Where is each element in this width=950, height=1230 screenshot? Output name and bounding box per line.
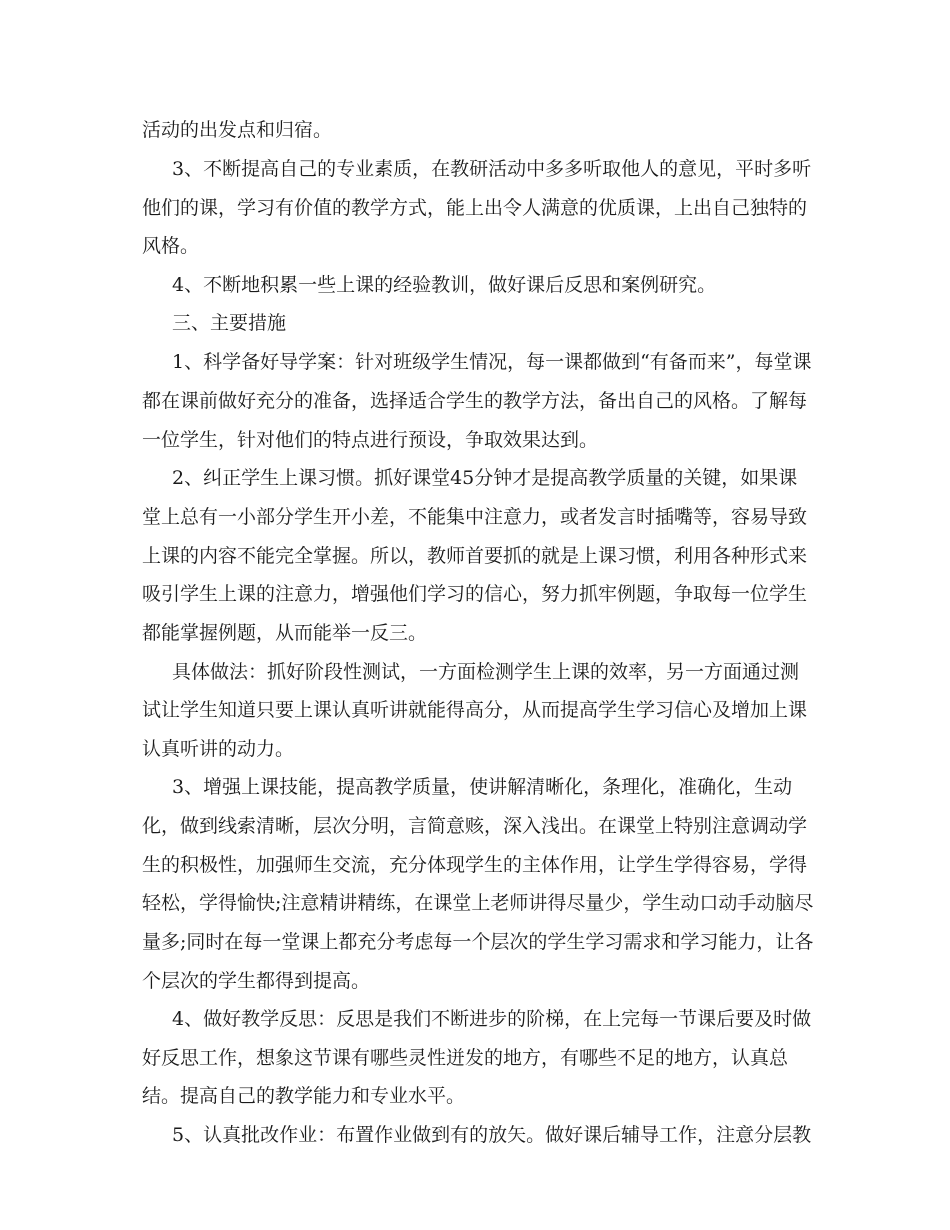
text-line: 都能掌握例题，从而能举一反三。: [142, 622, 428, 644]
text-line: 4、做好教学反思：反思是我们不断进步的阶梯，在上完每一节课后要及时做: [172, 1008, 812, 1030]
text-line: 他们的课，学习有价值的教学方式，能上出令人满意的优质课，上出自己独特的: [142, 197, 808, 219]
text-line: 上课的内容不能完全掌握。所以，教师首要抓的就是上课习惯，利用各种形式来: [142, 545, 808, 567]
text-line: 具体做法：抓好阶段性测试，一方面检测学生上课的效率，另一方面通过测: [172, 661, 800, 683]
text-line: 活动的出发点和归宿。: [142, 119, 333, 141]
text-line: 都在课前做好充分的准备，选择适合学生的教学方法，备出自己的风格。了解每: [142, 390, 808, 412]
text-line: 化，做到线索清晰，层次分明，言简意赅，深入浅出。在课堂上特别注意调动学: [142, 815, 808, 837]
text-line: 量多;同时在每一堂课上都充分考虑每一个层次的学生学习需求和学习能力，让各: [142, 931, 814, 953]
text-line: 生的积极性，加强师生交流，充分体现学生的主体作用，让学生学得容易，学得: [142, 854, 808, 876]
text-line: 3、不断提高自己的专业素质，在教研活动中多多听取他人的意见，平时多听: [172, 158, 812, 180]
text-line: 试让学生知道只要上课认真听讲就能得高分，从而提高学生学习信心及增加上课: [142, 699, 808, 721]
text-line: 2、纠正学生上课习惯。抓好课堂45分钟才是提高教学质量的关键，如果课: [172, 467, 798, 489]
text-line: 好反思工作，想象这节课有哪些灵性迸发的地方，有哪些不足的地方，认真总: [142, 1047, 789, 1069]
text-line: 个层次的学生都得到提高。: [142, 970, 371, 992]
text-line: 1、科学备好导学案：针对班级学生情况，每一课都做到“有备而来”，每堂课: [172, 351, 812, 373]
text-line: 认真听讲的动力。: [142, 738, 295, 760]
text-line: 轻松，学得愉快;注意精讲精练，在课堂上老师讲得尽量少，学生动口动手动脑尽: [142, 892, 814, 914]
text-line: 5、认真批改作业：布置作业做到有的放矢。做好课后辅导工作，注意分层教: [172, 1124, 812, 1146]
text-line: 堂上总有一小部分学生开小差，不能集中注意力，或者发言时插嘴等，容易导致: [142, 506, 808, 528]
section-heading: 三、主要措施: [172, 312, 287, 334]
text-line: 3、增强上课技能，提高教学质量，使讲解清晰化，条理化，准确化，生动: [172, 776, 793, 798]
text-line: 一位学生，针对他们的特点进行预设，争取效果达到。: [142, 429, 599, 451]
text-line: 4、不断地积累一些上课的经验教训，做好课后反思和案例研究。: [172, 274, 717, 296]
text-line: 结。提高自己的教学能力和专业水平。: [142, 1085, 466, 1107]
text-line: 风格。: [142, 235, 200, 257]
text-line: 吸引学生上课的注意力，增强他们学习的信心，努力抓牢例题，争取每一位学生: [142, 583, 808, 605]
